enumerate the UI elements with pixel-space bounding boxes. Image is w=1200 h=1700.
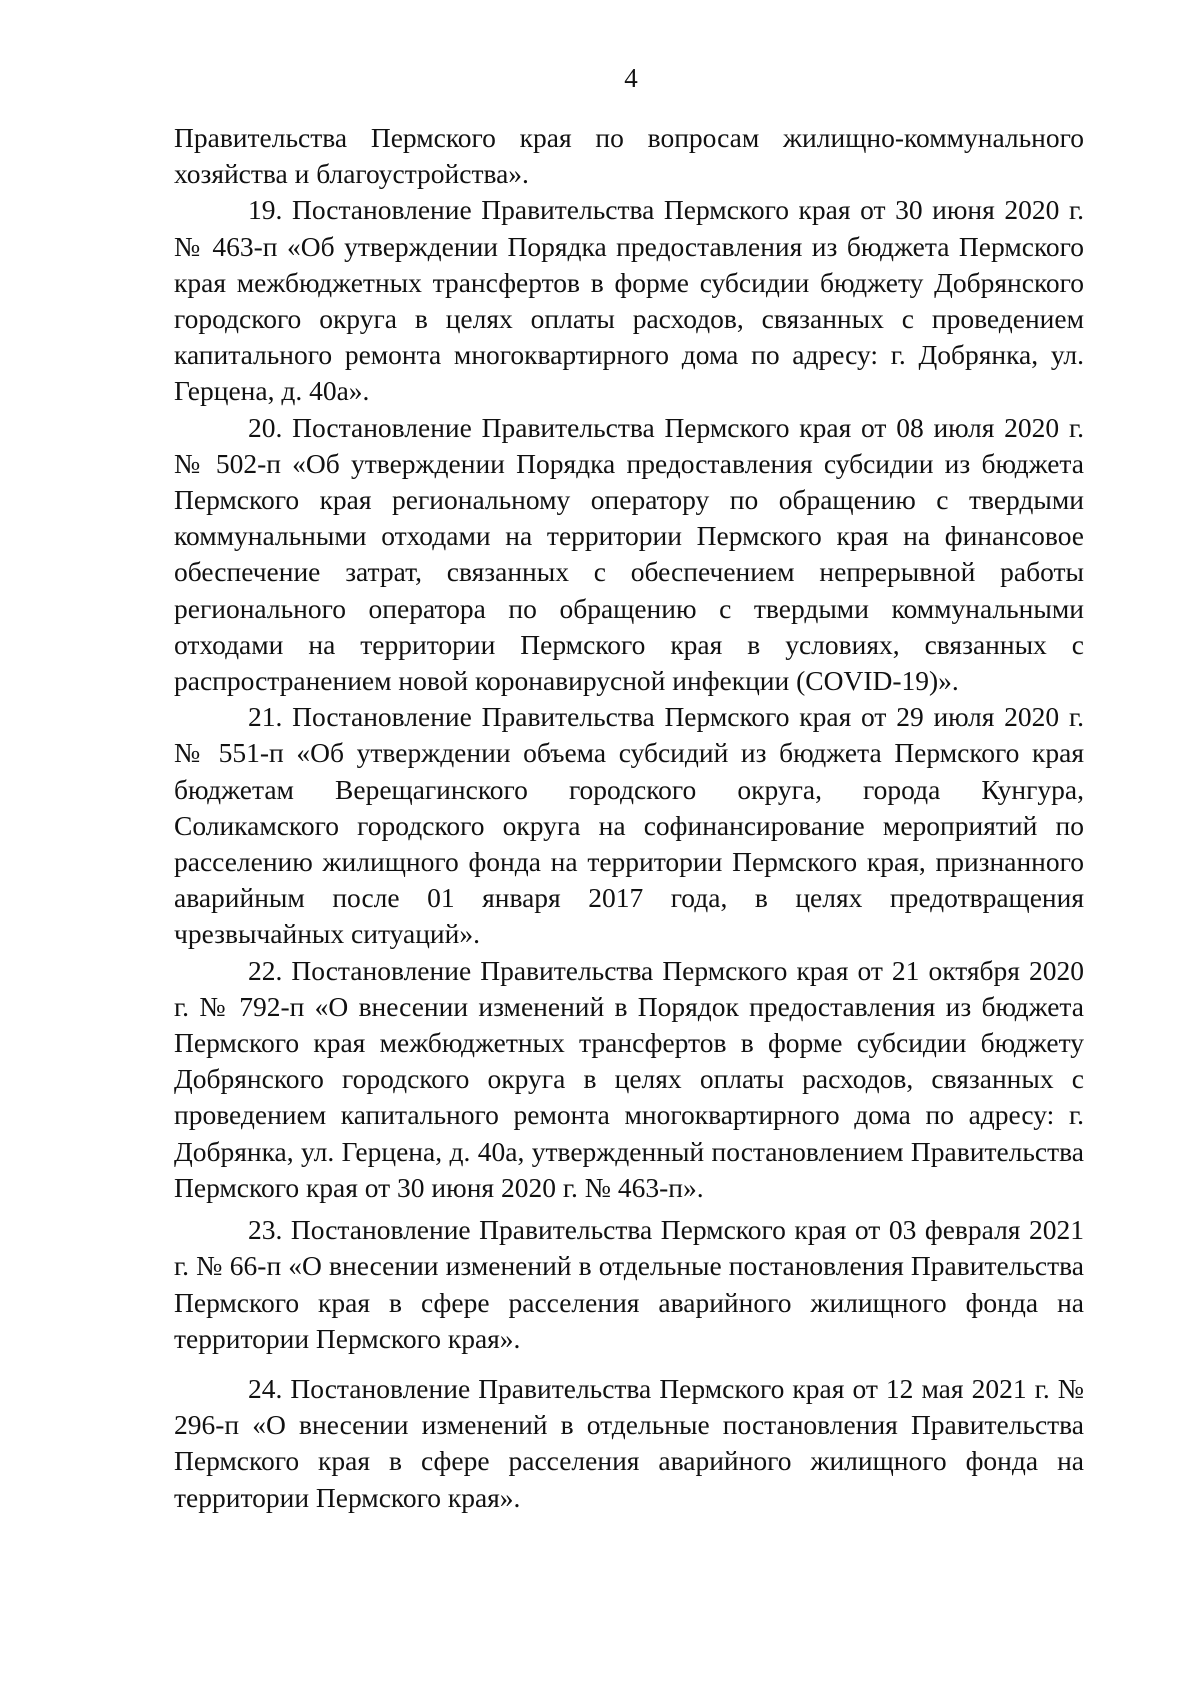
list-item-20: 20. Постановление Правительства Пермского края от 08 июля 2020 г. № 502-п «Об утверждении Порядка предоставления субсидии из бюджета Пермского края региональному оператору по обращению с твердыми коммунальными отходами на территории Пермского края на финансовое обеспечение затрат, связанных с обеспечением непрерывной работы регионального оператора по обращению с твердыми коммунальными отходами на территории Пермского края в условиях, связанных с распространением новой коронавирусной инфекции (COVID-19)». [174,411,1084,697]
page-number: 4 [624,63,638,93]
list-item-23: 23. Постановление Правительства Пермского края от 03 февраля 2021 г. № 66-п «О внесении изменений в отдельные постановления Правительства Пермского края в сфере расселения аварийного жилищного фонда на территории Пермского края». [174,1214,1084,1354]
document-body [174,120,1084,1516]
list-item-22: 22. Постановление Правительства Пермского края от 21 октября 2020 г. № 792-п «О внесении изменений в Порядок предоставления из бюджета Пермского края межбюджетных трансфертов в форме субсидии бюджету Добрянского городского округа в целях оплаты расходов, связанных с проведением капитального ремонта многоквартирного дома по адресу: г. Добрянка, ул. Герцена, д. 40а, утвержденный постановлением Правительства Пермского края от 30 июня 2020 г. № 463-п». [174,954,1084,1203]
list-item-21: 21. Постановление Правительства Пермского края от 29 июля 2020 г. № 551-п «Об утверждении объема субсидий из бюджета Пермского края бюджетам Верещагинского городского округа, города Кунгура, Соликамского городского округа на софинансирование мероприятий по расселению жилищного фонда на территории Пермского края, признанного аварийным после 01 января 2017 года, в целях предотвращения чрезвычайных ситуаций». [174,701,1084,950]
paragraph-continuation: Правительства Пермского края по вопросам жилищно-коммунального хозяйства и благоустройства». [174,122,1084,190]
list-item-24: 24. Постановление Правительства Пермского края от 12 мая 2021 г. № 296-п «О внесении изменений в отдельные постановления Правительства Пермского края в сфере расселения аварийного жилищного фонда на территории Пермского края». [174,1372,1084,1513]
list-item-19: 19. Постановление Правительства Пермского края от 30 июня 2020 г. № 463-п «Об утверждении Порядка предоставления из бюджета Пермского края межбюджетных трансфертов в форме субсидии бюджету Добрянского городского округа в целях оплаты расходов, связанных с проведением капитального ремонта многоквартирного дома по адресу: г. Добрянка, ул. Герцена, д. 40а». [174,194,1084,407]
